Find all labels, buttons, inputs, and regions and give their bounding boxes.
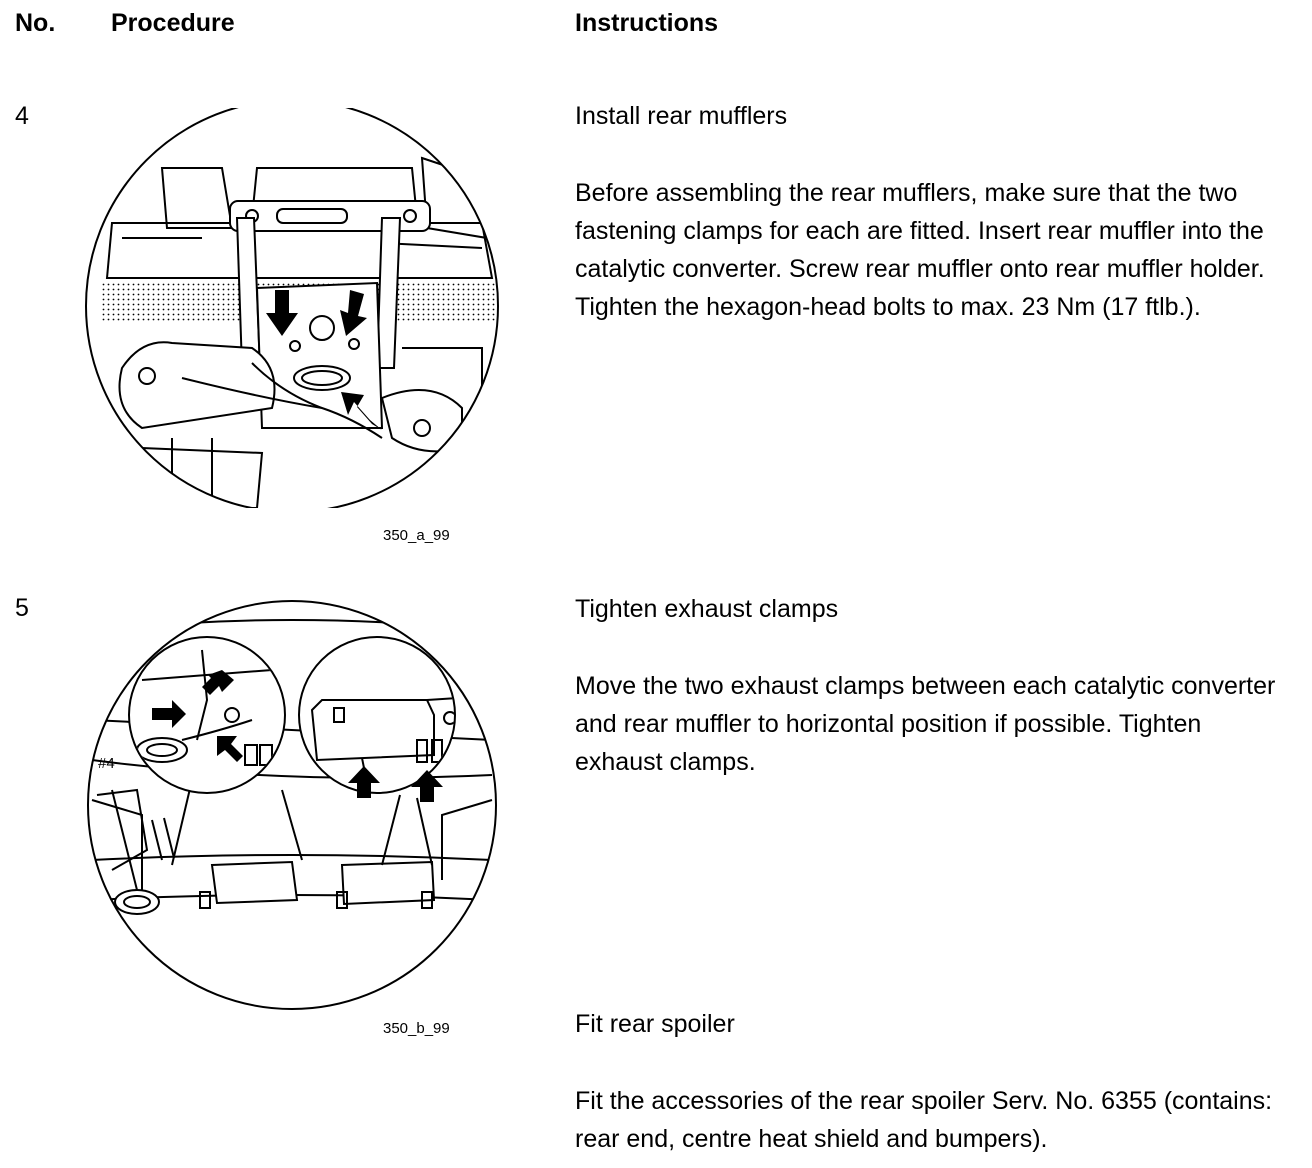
figure-exhaust-clamps	[82, 600, 502, 1010]
column-header-procedure: Procedure	[111, 9, 235, 37]
figure-caption-350-a-99: 350_a_99	[383, 527, 450, 544]
step-number-5: 5	[15, 594, 29, 622]
step-title-install-rear-mufflers: Install rear mufflers	[575, 102, 788, 130]
figure-label-4: #4	[98, 755, 115, 772]
section-instructions-rear-spoiler: Fit the accessories of the rear spoiler Serv. No. 6355 (contains: rear end, centre heat shield and bumpers).	[575, 1087, 1273, 1153]
section-title-fit-rear-spoiler: Fit rear spoiler	[575, 1010, 735, 1038]
column-header-instructions: Instructions	[575, 9, 719, 37]
step-title-tighten-exhaust-clamps: Tighten exhaust clamps	[575, 595, 839, 623]
step-number-4: 4	[15, 102, 29, 130]
figure-caption-350-b-99: 350_b_99	[383, 1020, 450, 1037]
step-instructions-5: Move the two exhaust clamps between each catalytic converter and rear muffler to horizontal position if possible. Tighten exhaust clamps.	[575, 672, 1276, 776]
figure-rear-muffler-install	[82, 108, 502, 508]
column-header-no: No.	[15, 9, 56, 37]
step-instructions-4: Before assembling the rear mufflers, make sure that the two fastening clamps for each are fitted. Insert rear muffler into the catalytic converter. Screw rear muffler onto rear muffler holder. Tighten the hexagon-head bolts to max. 23 Nm (17 ftlb.).	[575, 179, 1265, 321]
